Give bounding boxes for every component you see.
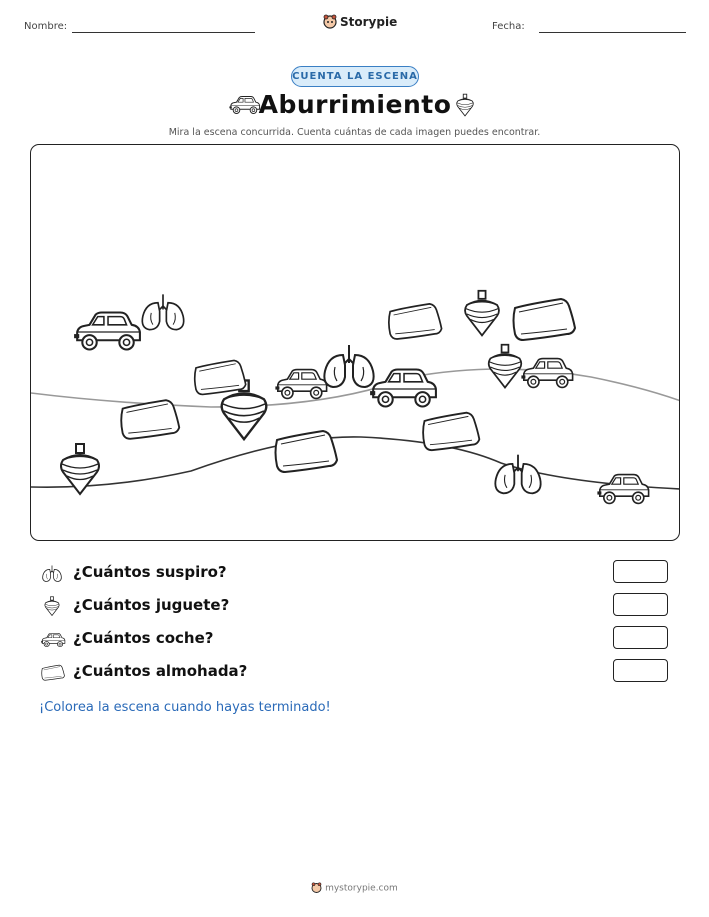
- spinning-top-icon: [455, 93, 475, 118]
- answer-box[interactable]: [613, 593, 668, 616]
- color-prompt: ¡Colorea la escena cuando hayas terminado!: [39, 700, 331, 715]
- lungs-icon: [40, 564, 64, 583]
- hill-line-front: [31, 437, 680, 489]
- pillow-icon: [121, 400, 179, 439]
- car-icon: [275, 370, 326, 399]
- activity-tag: CUENTA LA ESCENA: [291, 66, 419, 87]
- lungs-icon: [142, 294, 183, 329]
- footer: [0, 882, 709, 894]
- answer-box[interactable]: [613, 626, 668, 649]
- page-title: Aburrimiento: [258, 90, 452, 119]
- spinning-top-icon: [489, 345, 522, 388]
- date-label: Fecha:: [492, 21, 525, 32]
- answer-box[interactable]: [613, 659, 668, 682]
- spinning-top-icon: [43, 596, 61, 617]
- name-label: Nombre:: [24, 21, 68, 32]
- scene-frame[interactable]: [30, 144, 680, 541]
- pillow-icon: [389, 304, 442, 339]
- brand-logo: [323, 13, 397, 31]
- pillow-icon: [423, 413, 479, 450]
- scene-illustration: [31, 145, 680, 541]
- pillow-icon: [514, 299, 576, 340]
- question-text: ¿Cuántos suspiro?: [73, 563, 227, 581]
- car-icon: [597, 475, 648, 504]
- brand-name: Storypie: [340, 15, 398, 29]
- car-icon: [74, 312, 140, 349]
- car-icon: [40, 632, 66, 648]
- car-icon: [521, 359, 572, 388]
- storypie-mascot-icon: [323, 14, 337, 30]
- pillow-icon: [195, 360, 246, 394]
- question-text: ¿Cuántos coche?: [73, 629, 214, 647]
- answer-box[interactable]: [613, 560, 668, 583]
- lungs-icon: [324, 345, 373, 387]
- pillow-icon: [276, 431, 338, 472]
- lungs-icon: [495, 455, 540, 494]
- storypie-mascot-icon: [311, 882, 322, 894]
- date-field[interactable]: [539, 32, 686, 33]
- question-text: ¿Cuántos juguete?: [73, 596, 230, 614]
- name-field[interactable]: [72, 32, 255, 33]
- footer-url[interactable]: mystorypie.com: [325, 883, 398, 894]
- instructions: Mira la escena concurrida. Cuenta cuántas de cada imagen puedes encontrar.: [168, 127, 541, 138]
- pillow-icon: [40, 664, 66, 681]
- question-text: ¿Cuántos almohada?: [73, 662, 248, 680]
- spinning-top-icon: [465, 291, 499, 336]
